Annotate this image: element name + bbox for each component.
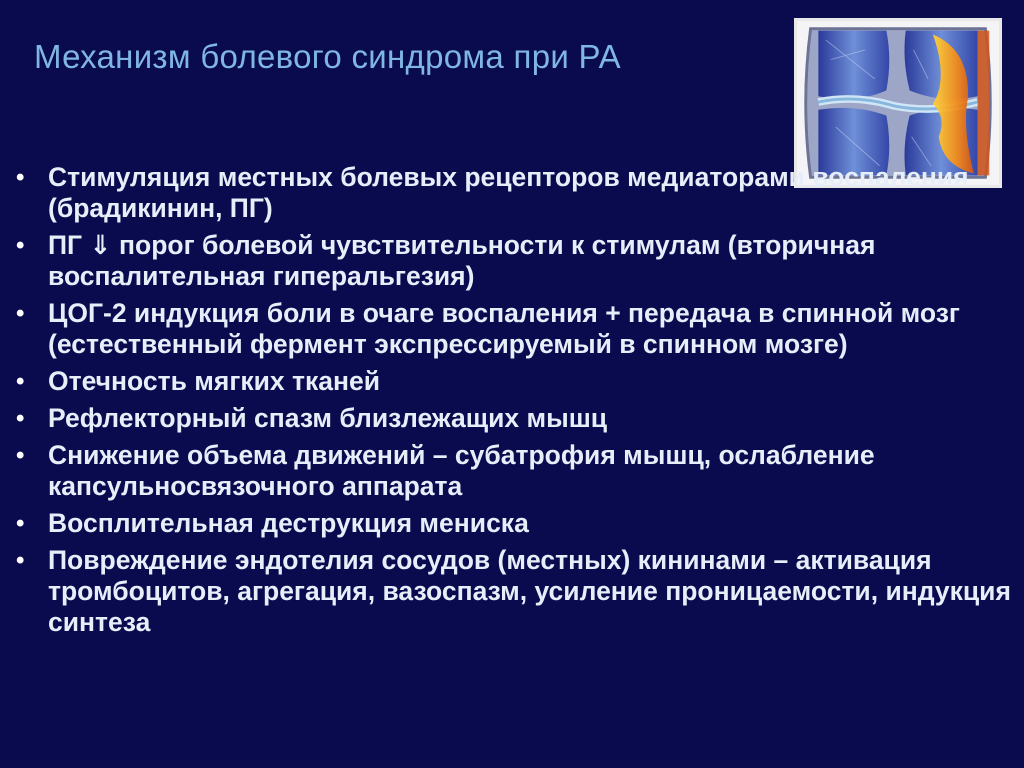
bullet-marker: • bbox=[16, 368, 25, 395]
bullet-list bbox=[14, 162, 1014, 644]
bullet-marker: • bbox=[16, 232, 25, 259]
bullet-item bbox=[14, 230, 1014, 292]
bullet-item bbox=[14, 366, 1014, 397]
bullet-item bbox=[14, 545, 1014, 638]
bullet-marker: • bbox=[16, 510, 25, 537]
bullet-item bbox=[14, 440, 1014, 502]
bullet-item bbox=[14, 508, 1014, 539]
slide-title: Механизм болевого синдрома при РА bbox=[34, 38, 621, 75]
bullet-marker: • bbox=[16, 547, 25, 574]
bullet-text: Рефлекторный спазм близлежащих мышц bbox=[48, 403, 608, 433]
bullet-marker: • bbox=[16, 164, 25, 191]
bullet-item bbox=[14, 298, 1014, 360]
bullet-text: Отечность мягких тканей bbox=[48, 366, 381, 396]
bullet-text: ПГ ⇓ порог болевой чувствительности к стимулам (вторичная воспалительная гиперальгезия) bbox=[48, 230, 876, 291]
bullet-item bbox=[14, 162, 1014, 224]
bullet-item bbox=[14, 403, 1014, 434]
joint-icon bbox=[797, 21, 999, 185]
bullet-text: Снижение объема движений – субатрофия мышц, ослабление капсульносвязочного аппарата bbox=[48, 440, 875, 501]
bullet-marker: • bbox=[16, 405, 25, 432]
bullet-marker: • bbox=[16, 300, 25, 327]
bullet-text: Восплительная деструкция мениска bbox=[48, 508, 529, 538]
bullet-text: Стимуляция местных болевых рецепторов медиаторами воспаления (брадикинин, ПГ) bbox=[48, 162, 969, 223]
bullet-text: ЦОГ-2 индукция боли в очаге воспаления + передача в спинной мозг (естественный фермент экспрессируемый в спинном мозге) bbox=[48, 298, 960, 359]
bullet-marker: • bbox=[16, 442, 25, 469]
bullet-text: Повреждение эндотелия сосудов (местных) кининами – активация тромбоцитов, агрегация, вазоспазм, усиление проницаемости, индукция синтеза bbox=[48, 545, 1011, 637]
